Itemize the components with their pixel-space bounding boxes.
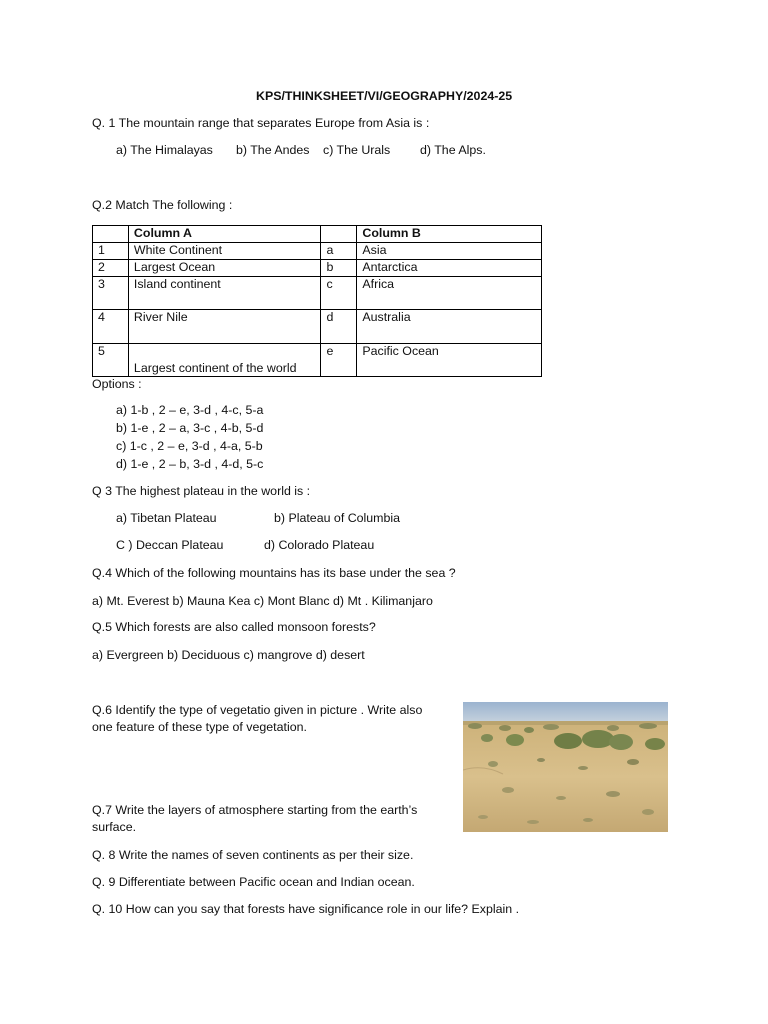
column-b-cell: Australia: [357, 310, 542, 344]
column-a-header: Column A: [128, 226, 321, 243]
column-a-cell: Island continent: [128, 277, 321, 310]
row-number: 3: [93, 277, 129, 310]
table-row: [93, 344, 542, 377]
row-letter: e: [321, 344, 357, 377]
column-b-header: Column B: [357, 226, 542, 243]
q10-question: Q. 10 How can you say that forests have significance role in our life? Explain .: [92, 902, 520, 916]
q1-question: Q. 1 The mountain range that separates Europe from Asia is :: [92, 116, 430, 130]
q3-option-b: b) Plateau of Columbia: [274, 511, 401, 525]
table-row: [93, 310, 542, 344]
table-row: [93, 260, 542, 277]
column-b-cell: Antarctica: [357, 260, 542, 277]
q3-question: Q 3 The highest plateau in the world is :: [92, 484, 311, 498]
q5-options: a) Evergreen b) Deciduous c) mangrove d) desert: [92, 648, 365, 662]
q2-option-a: a) 1-b , 2 – e, 3-d , 4-c, 5-a: [116, 403, 264, 417]
q4-options: a) Mt. Everest b) Mauna Kea c) Mont Blanc d) Mt . Kilimanjaro: [92, 594, 433, 608]
q6-line2: one feature of these type of vegetation.: [92, 720, 307, 734]
q2-option-c: c) 1-c , 2 – e, 3-d , 4-a, 5-b: [116, 439, 263, 453]
q4-question: Q.4 Which of the following mountains has its base under the sea ?: [92, 566, 456, 580]
q3-option-c: C ) Deccan Plateau: [116, 538, 224, 552]
q7-line2: surface.: [92, 820, 137, 834]
column-b-cell: Asia: [357, 243, 542, 260]
q1-option-c: c) The Urals: [323, 143, 391, 157]
row-number: 1: [93, 243, 129, 260]
q1-option-d: d) The Alps.: [420, 143, 486, 157]
row-number: 4: [93, 310, 129, 344]
column-a-cell: White Continent: [128, 243, 321, 260]
row-letter: a: [321, 243, 357, 260]
q7-line1: Q.7 Write the layers of atmosphere starting from the earth’s: [92, 803, 418, 817]
desert-vegetation-image: [463, 702, 668, 832]
table-row: [93, 243, 542, 260]
q2-option-d: d) 1-e , 2 – b, 3-d , 4-d, 5-c: [116, 457, 264, 471]
row-letter: c: [321, 277, 357, 310]
options-label: Options :: [92, 377, 142, 391]
q1-option-b: b) The Andes: [236, 143, 310, 157]
page-title: KPS/THINKSHEET/VI/GEOGRAPHY/2024-25: [256, 89, 513, 103]
table-header-row: [93, 226, 542, 243]
row-letter: b: [321, 260, 357, 277]
q2-question: Q.2 Match The following :: [92, 198, 233, 212]
row-number: 2: [93, 260, 129, 277]
table-cell: [321, 226, 357, 243]
q8-question: Q. 8 Write the names of seven continents as per their size.: [92, 848, 414, 862]
table-cell: [93, 226, 129, 243]
table-row: [93, 277, 542, 310]
column-a-cell: Largest continent of the world: [128, 344, 321, 377]
column-a-cell: River Nile: [128, 310, 321, 344]
column-b-cell: Africa: [357, 277, 542, 310]
q9-question: Q. 9 Differentiate between Pacific ocean and Indian ocean.: [92, 875, 415, 889]
desert-vegetation-photo: [463, 702, 668, 832]
q1-option-a: a) The Himalayas: [116, 143, 213, 157]
q6-line1: Q.6 Identify the type of vegetatio given in picture . Write also: [92, 703, 423, 717]
column-b-cell: Pacific Ocean: [357, 344, 542, 377]
q3-option-a: a) Tibetan Plateau: [116, 511, 217, 525]
row-number: 5: [93, 344, 129, 377]
q3-option-d: d) Colorado Plateau: [264, 538, 375, 552]
match-table: [92, 225, 542, 377]
column-a-cell: Largest Ocean: [128, 260, 321, 277]
q2-option-b: b) 1-e , 2 – a, 3-c , 4-b, 5-d: [116, 421, 264, 435]
row-letter: d: [321, 310, 357, 344]
q5-question: Q.5 Which forests are also called monsoon forests?: [92, 620, 376, 634]
